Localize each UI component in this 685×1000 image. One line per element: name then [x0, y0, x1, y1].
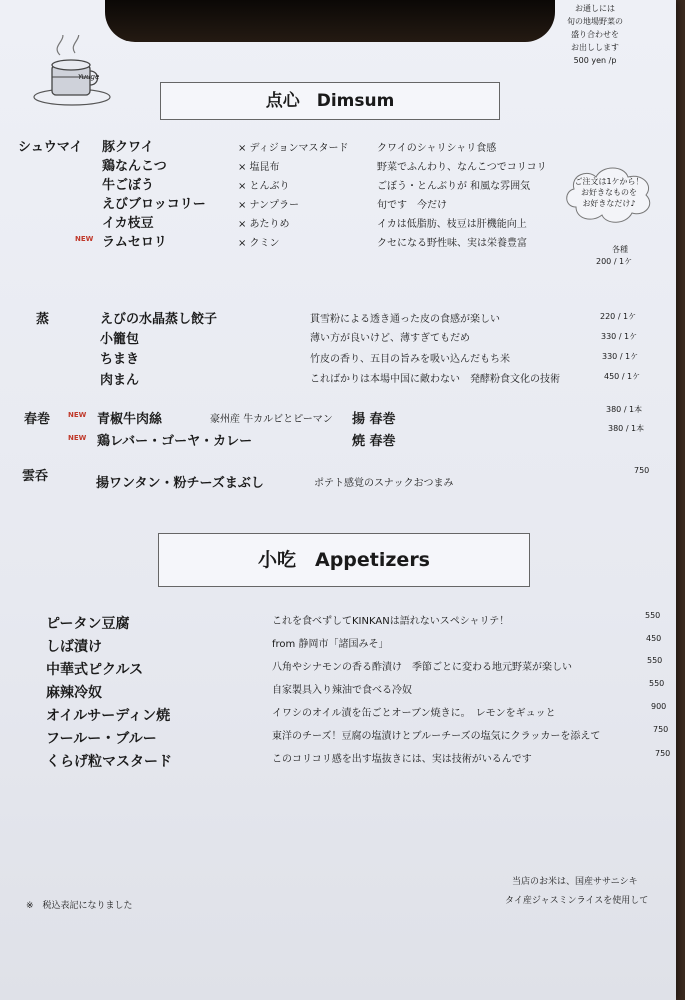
bubble-line: お好きなものを: [581, 188, 637, 197]
appetizer-item-name: オイルサーディン焼: [46, 708, 171, 724]
appetizer-item-name: くらげ粒マスタード: [46, 754, 172, 770]
appetizer-item-name: しば漬け: [46, 639, 102, 655]
otoshi-notice: [560, 2, 630, 67]
otoshi-price: 500 yen /p: [573, 56, 617, 65]
bubble-line: お好きなだけ♪: [582, 199, 636, 208]
shumai-item-desc: クセになる野性味、実は栄養豊富: [377, 238, 527, 249]
steamed-item-price: 330 / 1ケ: [602, 352, 639, 361]
shumai-price: 200 / 1ケ: [596, 257, 633, 266]
shumai-item-sauce: × とんぶり: [238, 181, 290, 192]
appetizer-item-name: ピータン豆腐: [46, 616, 130, 632]
wonton-item-price: 750: [634, 466, 650, 475]
shumai-item-name: イカ枝豆: [102, 216, 154, 231]
steamed-item-name: ちまき: [100, 352, 140, 367]
steamed-item-name: えびの水晶蒸し餃子: [100, 312, 218, 327]
shumai-item-sauce: × ナンプラー: [238, 200, 300, 211]
shumai-item-sauce: × 塩昆布: [238, 162, 280, 173]
tax-note: ※ 税込表記になりました: [26, 901, 133, 911]
spring-roll-item-price: 380 / 1本: [606, 405, 643, 414]
appetizer-item-name: 麻辣冷奴: [46, 685, 102, 701]
otoshi-line: 旬の地場野菜の: [567, 17, 623, 26]
appetizer-item-price: 750: [653, 725, 669, 734]
shumai-item-name: ラムセロリ: [102, 235, 167, 250]
shumai-item-sauce: × クミン: [238, 238, 280, 249]
order-bubble-text: [566, 176, 652, 209]
wonton-item-desc: ポテト感覚のスナックおつまみ: [314, 478, 454, 489]
shumai-category: シュウマイ: [18, 140, 83, 155]
appetizer-item-desc: このコリコリ感を出す塩抜きには、実は技術がいるんです: [272, 754, 532, 765]
dimsum-title-text: 点心 Dimsum: [265, 91, 395, 111]
shumai-item-desc: 野菜でふんわり、なんこつでコリコリ: [377, 162, 547, 173]
teacup-icon: [30, 35, 120, 110]
shumai-item-name: 鶏なんこつ: [102, 159, 167, 174]
shumai-item-desc: ごぼう・とんぶりが 和風な雰囲気: [377, 181, 531, 192]
new-badge: NEW: [75, 235, 94, 243]
steamed-item-desc: こればかりは本場中国に敵わない 発酵粉食文化の技術: [310, 374, 560, 385]
steamed-item-price: 220 / 1ケ: [600, 312, 637, 321]
wonton-category: 雲呑: [22, 469, 49, 484]
appetizers-title-text: 小吃 Appetizers: [257, 549, 430, 571]
appetizer-item-price: 550: [645, 611, 661, 620]
steamed-item-desc: 竹皮の香り、五目の旨みを吸い込んだもち米: [310, 354, 510, 365]
appetizer-item-price: 450: [646, 634, 662, 643]
spring-roll-item-name: 鶏レバー・ゴーヤ・カレー: [97, 434, 253, 449]
spring-roll-item-style: 焼 春巻: [352, 434, 396, 449]
spring-roll-item-name: 青椒牛肉絲: [97, 412, 163, 427]
shumai-item-name: 牛ごぼう: [102, 178, 155, 193]
new-badge: NEW: [68, 411, 87, 419]
otoshi-line: お出しします: [571, 43, 619, 52]
bubble-line: ご注文は1ケから！: [574, 177, 644, 186]
steamed-category: 蒸: [36, 312, 50, 327]
shumai-item-desc: イカは低脂肪、枝豆は肝機能向上: [377, 219, 527, 230]
otoshi-line: お通しには: [575, 4, 615, 13]
appetizers-section-title: [158, 533, 530, 587]
spring-roll-item-origin: 豪州産 牛カルビとピーマン: [210, 414, 333, 425]
otoshi-line: 盛り合わせを: [571, 30, 619, 39]
spring-roll-item-price: 380 / 1本: [608, 424, 645, 433]
appetizer-item-name: 中華式ピクルス: [46, 662, 144, 678]
steamed-item-name: 小籠包: [100, 332, 140, 347]
wonton-item-name: 揚ワンタン・粉チーズまぶし: [96, 476, 264, 491]
appetizer-item-desc: イワシのオイル漬を缶ごとオーブン焼きに。 レモンをギュッと: [272, 708, 556, 719]
steamed-item-desc: 貫雪粉による透き通った皮の食感が楽しい: [310, 314, 500, 325]
appetizer-item-desc: 東洋のチーズ！豆腐の塩漬けとブルーチーズの塩気にクラッカーを添えて: [272, 731, 601, 742]
shumai-item-desc: クワイのシャリシャリ食感: [377, 143, 497, 154]
steamed-item-name: 肉まん: [100, 373, 140, 388]
appetizer-item-desc: 自家製具入り辣油で食べる冷奴: [272, 685, 412, 696]
appetizer-item-desc: from 静岡市「諸国みそ」: [272, 639, 389, 650]
spring-roll-item-style: 揚 春巻: [352, 412, 396, 427]
menu-clipboard-clip: [105, 0, 555, 42]
shumai-item-sauce: × あたりめ: [238, 219, 290, 230]
appetizer-item-name: フールー・ブルー: [46, 731, 157, 747]
appetizer-item-price: 550: [647, 656, 663, 665]
shumai-price-label: 各種: [612, 245, 628, 254]
steamed-item-price: 330 / 1ケ: [601, 332, 638, 341]
steamed-item-price: 450 / 1ケ: [604, 372, 641, 381]
spring-roll-category: 春巻: [24, 412, 51, 427]
appetizer-item-desc: これを食べずしてKINKANは語れないスペシャリテ！: [272, 616, 510, 627]
shumai-item-sauce: × ディジョンマスタード: [238, 143, 349, 154]
new-badge: NEW: [68, 434, 87, 442]
appetizer-item-price: 750: [655, 749, 671, 758]
cup-logo-text: Yuuge: [78, 73, 100, 81]
appetizer-item-price: 550: [649, 679, 665, 688]
steamed-item-desc: 薄い方が良いけど、薄すぎてもだめ: [310, 333, 470, 344]
shumai-item-desc: 旬です 今だけ: [377, 200, 447, 211]
appetizer-item-price: 900: [651, 702, 667, 711]
rice-note-line: タイ産ジャスミンライスを使用して: [505, 896, 649, 906]
dimsum-section-title: [160, 82, 500, 120]
shumai-item-name: 豚クワイ: [102, 140, 154, 155]
shumai-item-name: えびブロッコリー: [102, 197, 206, 212]
rice-note-line: 当店のお米は、国産ササニシキ: [512, 877, 638, 887]
appetizer-item-desc: 八角やシナモンの香る酢漬け 季節ごとに変わる地元野菜が楽しい: [272, 662, 572, 673]
